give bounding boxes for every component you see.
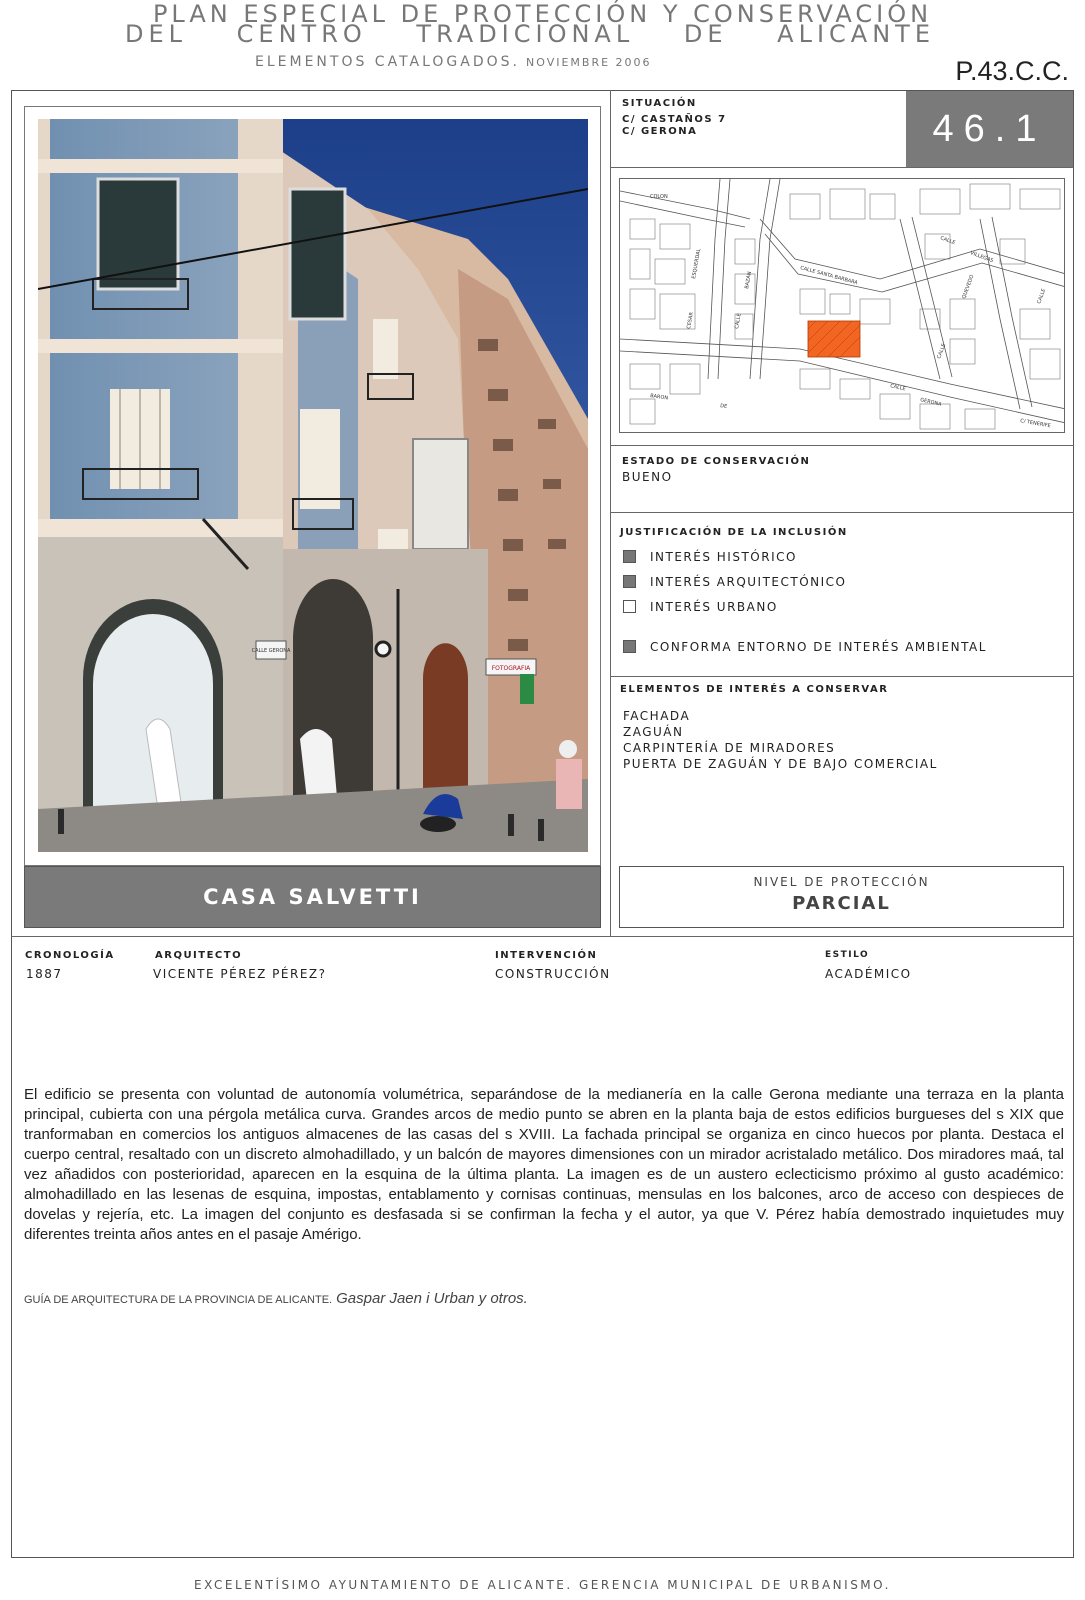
elementos-label: ELEMENTOS DE INTERÉS A CONSERVAR: [620, 684, 889, 695]
horizontal-divider: [11, 936, 1074, 937]
header-word: ALICANTE: [777, 20, 935, 48]
checkbox-label: INTERÉS ARQUITECTÓNICO: [650, 575, 847, 589]
elemento-item: FACHADA: [623, 709, 691, 723]
situacion-line2: C/ GERONA: [622, 126, 698, 137]
estilo-label: ESTILO: [825, 950, 870, 960]
map-label: ESQUERDAL: [691, 248, 703, 280]
divider: [611, 445, 1074, 446]
header-word: CENTRO: [236, 20, 367, 48]
map-label: BARON: [649, 393, 669, 402]
proteccion-box: [619, 866, 1064, 928]
map-label: BAZAN: [744, 271, 753, 290]
catalog-number: 46.1: [906, 91, 1073, 167]
intervencion-label: INTERVENCIÓN: [495, 950, 598, 961]
header-word: TRADICIONAL: [416, 20, 635, 48]
checkbox-urbano: [623, 600, 636, 613]
divider: [611, 676, 1074, 677]
header-subtitle-text: ELEMENTOS CATALOGADOS.: [255, 54, 520, 70]
elemento-item: CARPINTERÍA DE MIRADORES: [623, 741, 836, 755]
elemento-item: ZAGUÁN: [623, 725, 684, 739]
checkbox-label: CONFORMA ENTORNO DE INTERÉS AMBIENTAL: [650, 640, 987, 654]
footer: EXCELENTÍSIMO AYUNTAMIENTO DE ALICANTE. GERENCIA MUNICIPAL DE URBANISMO.: [194, 1578, 891, 1592]
checkbox-label: INTERÉS HISTÓRICO: [650, 550, 797, 564]
map-label: DE: [719, 403, 728, 410]
vertical-divider: [610, 90, 611, 936]
estilo-value: ACADÉMICO: [825, 967, 912, 981]
building-photo: [38, 119, 588, 852]
source-book: GUÍA DE ARQUITECTURA DE LA PROVINCIA DE ALICANTE.: [24, 1294, 333, 1306]
plan-code: P.43.C.C.: [955, 56, 1069, 86]
checkbox-label: INTERÉS URBANO: [650, 600, 778, 614]
header-date: NOVIEMBRE 2006: [526, 56, 652, 69]
source-authors: Gaspar Jaen i Urban y otros.: [336, 1290, 528, 1307]
building-name: CASA SALVETTI: [24, 866, 601, 928]
location-map: [619, 178, 1065, 433]
cronologia-value: 1887: [26, 967, 63, 981]
map-label: CALLE: [734, 312, 743, 330]
description-text: El edificio se presenta con voluntad de autonomía volumétrica, separándose de la medianería en la calle Gerona mediante una terraza en la planta principal, cubierta con una pérgola metálica curva. Grandes arcos de medio punto se abren en la planta baja de estos edificios burgueses del s XIX que tranformaban en comercios los antiguos almacenes de las casas del s XVIII. La fachada principal se organiza en cinco huecos por planta. Destaca el cuerpo central, resaltado con un discreto almohadillado, y un balcón de mayores dimensiones con un mirador acristalado metálico. Dos miradores maá, tal vez añadidos con posterioridad, aparecen en la esquina de la última planta. La imagen es de un austero eclecticismo próximo al gusto académico: almohadillado en las lesenas de esquina, impostas, entablamento y cornisas continuas, mensulas en los balcones, arco de acceso con despieces de dovelas y rejería, etc. La imagen del conjunto es desfasada si se confirman la fecha y el autor, ya que V. Pérez había demostrado inquietudes muy diferentes treinta años antes en el pasaje Amérigo.: [24, 1086, 1064, 1243]
cronologia-label: CRONOLOGÍA: [25, 950, 115, 961]
arquitecto-label: ARQUITECTO: [155, 950, 243, 961]
shop-sign-text: FOTOGRAFIA: [491, 665, 531, 672]
map-label: GERONA: [919, 397, 942, 408]
header-word: DEL: [125, 20, 188, 48]
map-label: CALLE: [1036, 287, 1048, 305]
elemento-item: PUERTA DE ZAGUÁN Y DE BAJO COMERCIAL: [623, 757, 938, 771]
map-label: CALLE SANTA BARBARA: [799, 265, 859, 287]
map-label: VILLEGAS: [969, 250, 995, 265]
divider: [611, 512, 1074, 513]
intervencion-value: CONSTRUCCIÓN: [495, 967, 611, 981]
estado-label: ESTADO DE CONSERVACIÓN: [622, 456, 811, 467]
checkbox-ambiental: [623, 640, 636, 653]
header-subtitle: [255, 54, 652, 70]
map-label: COLON: [650, 194, 668, 200]
estado-value: BUENO: [622, 470, 673, 484]
checkbox-historico: [623, 550, 636, 563]
map-label: CALLE: [889, 383, 907, 393]
street-sign-text: CALLE GERONA: [251, 648, 291, 654]
proteccion-value: PARCIAL: [792, 893, 891, 914]
map-label: CALLE: [939, 235, 957, 247]
proteccion-label: NIVEL DE PROTECCIÓN: [753, 875, 930, 889]
header-title-line1: PLAN ESPECIAL DE PROTECCIÓN Y CONSERVACIÓN: [152, 0, 933, 28]
map-label: CALLE: [936, 342, 948, 360]
header-word: DE: [683, 20, 728, 48]
situacion-line1: C/ CASTAÑOS 7: [622, 114, 727, 125]
divider: [611, 167, 1074, 168]
map-label: C/ TENERIFE: [1019, 418, 1052, 430]
header-title-line2: [0, 22, 1085, 46]
justificacion-label: JUSTIFICACIÓN DE LA INCLUSIÓN: [620, 527, 848, 538]
situacion-label: SITUACIÓN: [622, 98, 697, 109]
checkbox-arquitectonico: [623, 575, 636, 588]
map-label: CESAR: [686, 311, 695, 330]
source-citation: [24, 1290, 528, 1308]
arquitecto-value: VICENTE PÉREZ PÉREZ?: [153, 967, 327, 981]
map-label: QUEVEDO: [961, 274, 976, 300]
